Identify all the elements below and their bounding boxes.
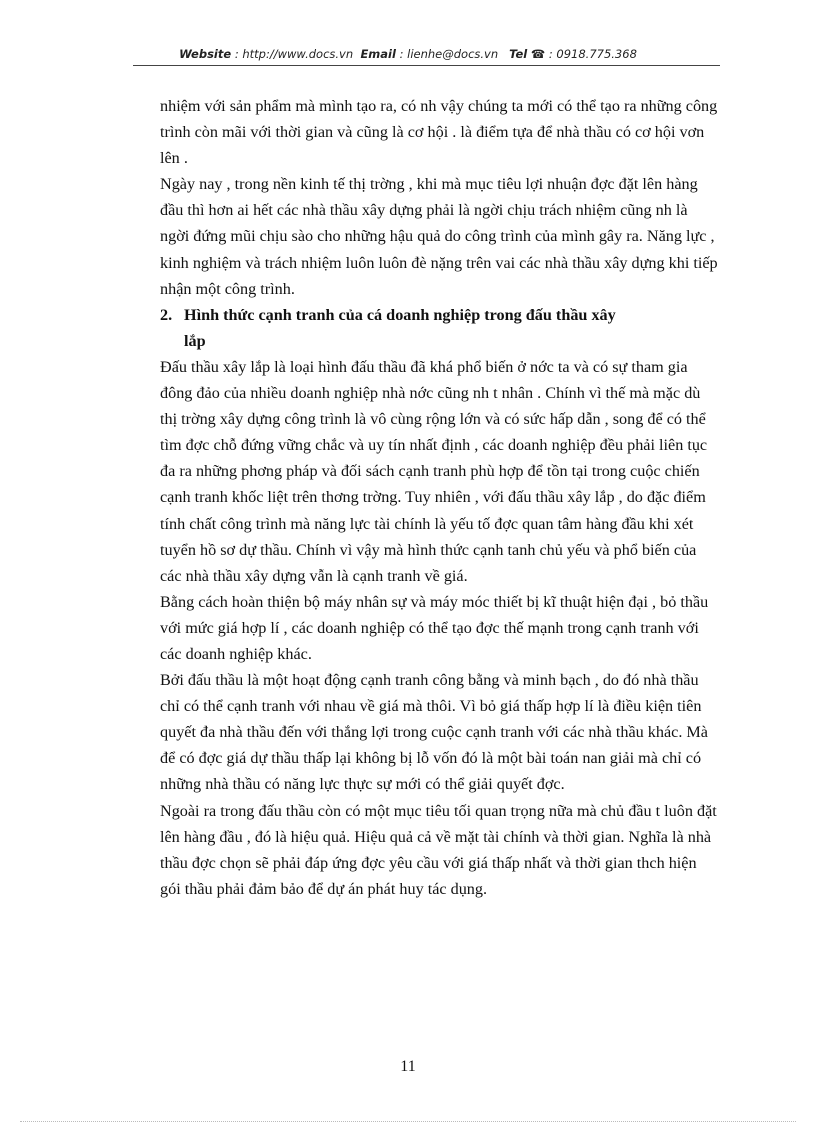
document-body bbox=[160, 93, 720, 902]
section-heading bbox=[160, 302, 720, 354]
email-address[interactable]: : lienhe@docs.vn bbox=[399, 47, 499, 61]
paragraph: Bởi đấu thầu là một hoạt động cạnh tranh công bằng và minh bạch , do đó nhà thầu chỉ có thể cạnh tranh với nhau về giá mà thôi. Vì bỏ giá thấp hợp lí là điều kiện tiên quyết đa nhà thầu đến với thắng lợi trong cuộc cạnh tranh với các nhà thầu khác. Mà để có đợc giá dự thầu thấp lại không bị lỗ vốn đó là một bài toán nan giải mà chỉ có những nhà thầu có năng lực thực sự mới có thể giải quyết đợc. bbox=[160, 671, 708, 794]
page-number: 11 bbox=[400, 1058, 416, 1075]
paragraph: nhiệm với sản phẩm mà mình tạo ra, có nh vậy chúng ta mới có thể tạo ra những công trình còn mãi với thời gian và cũng là cơ hội . là điểm tựa để nhà thầu có cơ hội vơn lên . bbox=[160, 97, 718, 168]
section-number: 2. bbox=[160, 305, 173, 324]
tel-number: : 0918.775.368 bbox=[548, 47, 637, 61]
tel-label: Tel bbox=[509, 47, 528, 61]
website-label: Website bbox=[179, 47, 232, 61]
telephone-icon: ☎ bbox=[530, 47, 546, 61]
paragraph: Bằng cách hoàn thiện bộ máy nhân sự và máy móc thiết bị kĩ thuật hiện đại , bỏ thầu với mức giá hợp lí , các doanh nghiệp có thể tạo đợc thế mạnh trong cạnh tranh với các doanh nghiệp khác. bbox=[160, 592, 709, 663]
section-title-line2: lắp bbox=[184, 331, 206, 350]
header-divider bbox=[133, 65, 720, 66]
email-label: Email bbox=[360, 47, 396, 61]
page-header bbox=[0, 47, 816, 61]
paragraph: Ngày nay , trong nền kinh tế thị trờng , khi mà mục tiêu lợi nhuận đợc đặt lên hàng đầu thì hơn ai hết các nhà thầu xây dựng phải là ngời chịu trách nhiệm cũng nh là ngời đứng mũi chịu sào cho những hậu quả do công trình của mình gây ra. Năng lực , kinh nghiệm và trách nhiệm luôn luôn đè nặng trên vai các nhà thầu xây dựng khi tiếp nhận một công trình. bbox=[160, 175, 718, 298]
section-title-line1: Hình thức cạnh tranh của cá doanh nghiệp trong đấu thầu xây bbox=[184, 305, 616, 324]
website-url[interactable]: : http://www.docs.vn bbox=[234, 47, 354, 61]
footer-divider bbox=[20, 1121, 796, 1122]
paragraph: Ngoài ra trong đấu thầu còn có một mục tiêu tối quan trọng nữa mà chủ đầu t luôn đặt lên hàng đầu , đó là hiệu quả. Hiệu quả cả về mặt tài chính và thời gian. Nghĩa là nhà thầu đợc chọn sẽ phải đáp ứng đợc yêu cầu với giá thấp nhất và thời gian thch hiện gói thầu phải đảm bảo để dự án phát huy tác dụng. bbox=[160, 801, 717, 898]
paragraph: Đấu thầu xây lắp là loại hình đấu thầu đã khá phổ biến ở nớc ta và có sự tham gia đông đảo của nhiều doanh nghiệp nhà nớc cũng nh t nhân . Chính vì thế mà mặc dù thị trờng xây dựng công trình là vô cùng rộng lớn và có sức hấp dẫn , song để có thể tìm đợc chỗ đứng vững chắc và uy tín nhất định , các doanh nghiệp đều phải liên tục đa ra những phơng pháp và đối sách cạnh tranh phù hợp để tồn tại trong cuộc chiến cạnh tranh khốc liệt trên thơng trờng. Tuy nhiên , với đấu thầu xây lắp , do đặc điểm tính chất công trình mà năng lực tài chính là yếu tố đợc quan tâm hàng đầu khi xét tuyển hồ sơ dự thầu. Chính vì vậy mà hình thức cạnh tanh chủ yếu và phổ biến của các nhà thầu xây dựng vẫn là cạnh tranh về giá. bbox=[160, 357, 708, 585]
